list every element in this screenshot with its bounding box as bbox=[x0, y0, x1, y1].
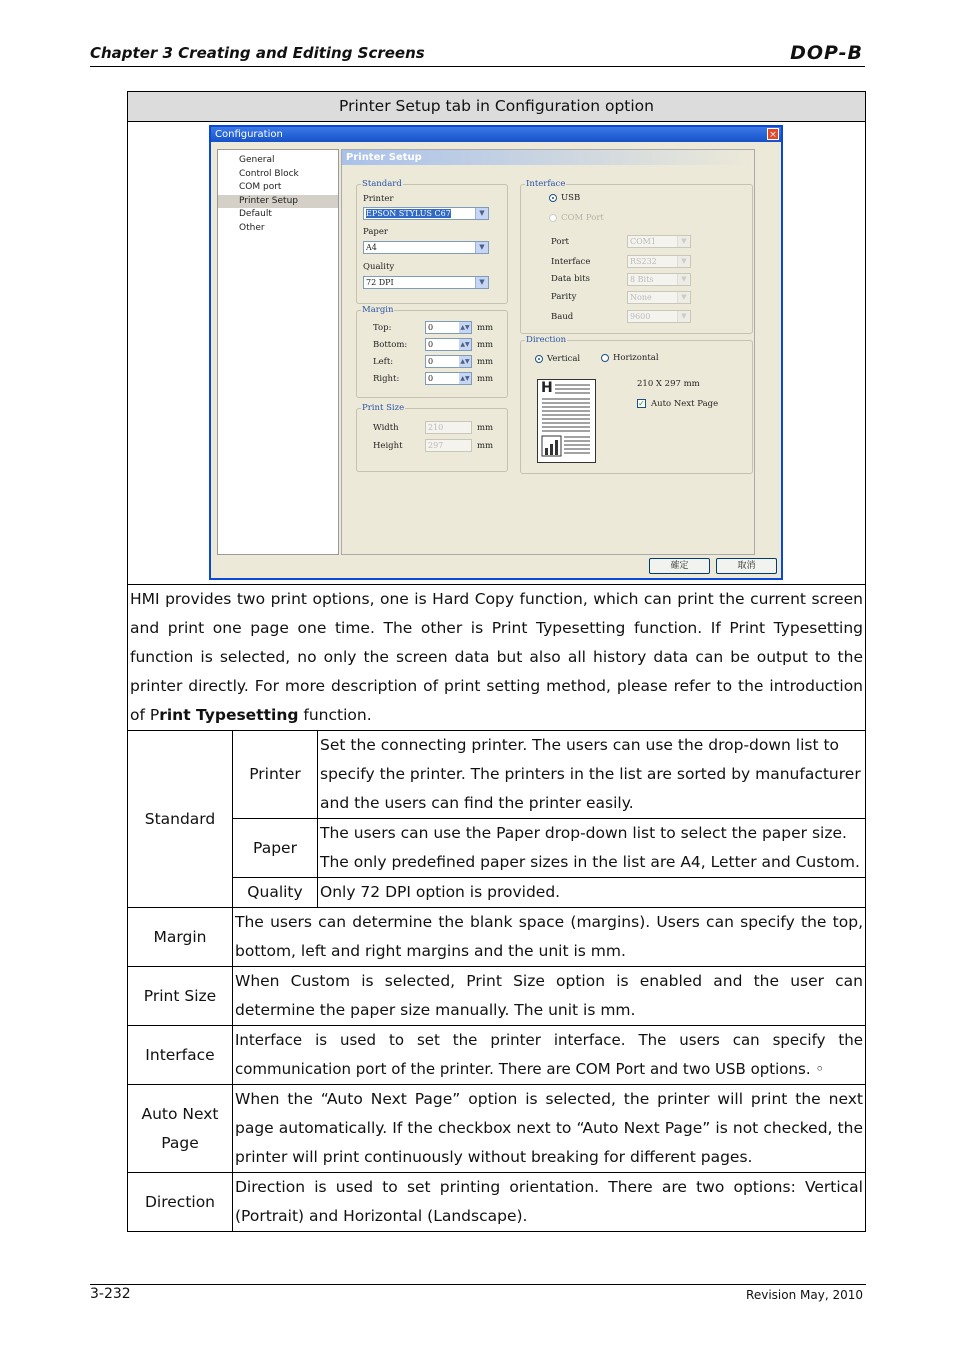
cancel-button[interactable]: 取消 bbox=[716, 558, 777, 574]
row-desc-print-size: When Custom is selected, Print Size option is enabled and the user can determine the paper size manually. The unit is mm. bbox=[233, 967, 866, 1026]
margin-bottom-label: Bottom: bbox=[373, 340, 408, 350]
row-label-paper: Paper bbox=[233, 819, 318, 878]
row-desc-printer: Set the connecting printer. The users can use the drop-down list to specify the printer. The printers in the list are sorted by manufacturer and the users can find the printer easily. bbox=[318, 731, 866, 819]
page-preview bbox=[537, 379, 596, 463]
row-desc-paper: The users can use the Paper drop-down list to select the paper size. The only predefined paper sizes in the list are A4, Letter and Custom. bbox=[318, 819, 866, 878]
table-caption: Printer Setup tab in Configuration option bbox=[128, 92, 866, 122]
row-label-standard: Standard bbox=[128, 731, 233, 908]
footer-divider bbox=[90, 1284, 866, 1285]
databits-select: 8 Bits ▼ bbox=[627, 273, 691, 286]
vertical-label: Vertical bbox=[547, 354, 581, 364]
page-preview-icon bbox=[538, 380, 595, 462]
interface-group-label: Interface bbox=[526, 179, 566, 189]
description-table bbox=[127, 91, 866, 1232]
margin-top-input[interactable]: 0 ▲▼ bbox=[425, 321, 472, 334]
ok-button[interactable]: 確定 bbox=[649, 558, 710, 574]
height-label: Height bbox=[373, 441, 403, 451]
printer-setup-panel bbox=[341, 149, 755, 555]
printer-select[interactable]: EPSON STYLUS C67 ▼ bbox=[363, 207, 489, 220]
brand-logo: DOP-B bbox=[790, 42, 863, 64]
preview-letter: H bbox=[541, 380, 553, 396]
baud-label: Baud bbox=[551, 312, 574, 322]
row-label-printer: Printer bbox=[233, 731, 318, 819]
spinner-icon[interactable]: ▲▼ bbox=[460, 375, 470, 382]
screenshot-cell bbox=[128, 122, 866, 585]
chevron-down-icon: ▼ bbox=[475, 277, 488, 288]
row-desc-direction: Direction is used to set printing orientation. There are two options: Vertical (Portrait) and Horizontal (Landscape). bbox=[233, 1173, 866, 1232]
margin-left-label: Left: bbox=[373, 357, 394, 367]
parity-select: None ▼ bbox=[627, 291, 691, 304]
chevron-down-icon: ▼ bbox=[677, 292, 690, 303]
margin-right-input[interactable]: 0 ▲▼ bbox=[425, 372, 472, 385]
nav-item-printer-setup[interactable]: Printer Setup bbox=[218, 195, 338, 209]
usb-radio[interactable] bbox=[549, 194, 557, 202]
interface-group bbox=[520, 179, 753, 334]
nav-item-other[interactable]: Other bbox=[239, 222, 265, 233]
row-label-interface: Interface bbox=[128, 1026, 233, 1085]
horizontal-radio[interactable] bbox=[601, 354, 609, 362]
chevron-down-icon: ▼ bbox=[677, 256, 690, 267]
size-unit: mm bbox=[477, 441, 494, 451]
row-desc-quality: Only 72 DPI option is provided. bbox=[318, 878, 866, 908]
vertical-radio[interactable] bbox=[535, 355, 543, 363]
margin-top-label: Top: bbox=[373, 323, 392, 333]
port-select: COM1 ▼ bbox=[627, 235, 691, 248]
spinner-icon[interactable]: ▲▼ bbox=[460, 358, 470, 365]
margin-unit: mm bbox=[477, 374, 494, 384]
usb-label: USB bbox=[561, 193, 581, 203]
row-label-auto-next-page: Auto Next Page bbox=[128, 1085, 233, 1173]
databits-label: Data bits bbox=[551, 274, 591, 284]
print-size-group-label: Print Size bbox=[362, 403, 405, 413]
paper-label: Paper bbox=[363, 227, 388, 237]
row-label-margin: Margin bbox=[128, 908, 233, 967]
row-label-print-size: Print Size bbox=[128, 967, 233, 1026]
height-input: 297 bbox=[425, 439, 472, 452]
spinner-icon[interactable]: ▲▼ bbox=[460, 341, 470, 348]
nav-item-general[interactable]: General bbox=[239, 155, 275, 165]
chapter-title: Chapter 3 Creating and Editing Screens bbox=[90, 44, 425, 62]
chevron-down-icon: ▼ bbox=[677, 311, 690, 322]
parity-label: Parity bbox=[551, 292, 577, 302]
size-unit: mm bbox=[477, 423, 494, 433]
print-size-group bbox=[356, 403, 508, 472]
margin-bottom-input[interactable]: 0 ▲▼ bbox=[425, 338, 472, 351]
com-port-label: COM Port bbox=[561, 213, 604, 223]
close-icon[interactable]: × bbox=[767, 128, 779, 140]
chevron-down-icon: ▼ bbox=[475, 242, 488, 253]
row-desc-interface: Interface is used to set the printer interface. The users can specify the communication port of the printer. There are COM Port and two USB options. ◦ bbox=[233, 1026, 866, 1085]
margin-unit: mm bbox=[477, 323, 494, 333]
margin-group bbox=[356, 305, 508, 398]
margin-unit: mm bbox=[477, 340, 494, 350]
auto-next-page-label: Auto Next Page bbox=[651, 399, 719, 409]
chevron-down-icon: ▼ bbox=[475, 208, 488, 219]
intro-paragraph: HMI provides two print options, one is Hard Copy function, which can print the current screen and print one page one time. The other is Print Typesetting function. If Print Typesetting function is selected, no only the screen data but also all history data can be output to the printer directly. For more description of print setting method, please refer to the introduction of Print Typesetting function. bbox=[128, 585, 866, 731]
spinner-icon[interactable]: ▲▼ bbox=[460, 324, 470, 331]
horizontal-label: Horizontal bbox=[613, 353, 659, 363]
paper-size-text: 210 X 297 mm bbox=[637, 379, 700, 389]
row-desc-auto-next-page: When the “Auto Next Page” option is selected, the printer will print the next page automatically. If the checkbox next to “Auto Next Page” is not checked, the printer will print continuously without breaking for different pages. bbox=[233, 1085, 866, 1173]
row-desc-margin: The users can determine the blank space (margins). Users can specify the top, bottom, left and right margins and the unit is mm. bbox=[233, 908, 866, 967]
row-label-direction: Direction bbox=[128, 1173, 233, 1232]
settings-nav-list bbox=[217, 149, 339, 555]
standard-group bbox=[356, 179, 508, 304]
printer-label: Printer bbox=[363, 194, 394, 204]
iface-select: RS232 ▼ bbox=[627, 255, 691, 268]
port-label: Port bbox=[551, 237, 569, 247]
direction-group bbox=[520, 335, 753, 474]
iface-label: Interface bbox=[551, 257, 591, 267]
nav-item-default[interactable]: Default bbox=[239, 209, 272, 219]
nav-item-com-port[interactable]: COM port bbox=[239, 182, 282, 192]
com-port-radio[interactable] bbox=[549, 214, 557, 222]
auto-next-page-checkbox[interactable]: ✓ bbox=[638, 399, 645, 408]
baud-select: 9600 ▼ bbox=[627, 310, 691, 323]
page-header bbox=[90, 44, 865, 67]
dialog-title: Configuration bbox=[215, 129, 283, 140]
chevron-down-icon: ▼ bbox=[677, 236, 690, 247]
nav-item-control-block[interactable]: Control Block bbox=[239, 168, 299, 179]
margin-left-input[interactable]: 0 ▲▼ bbox=[425, 355, 472, 368]
revision-text: Revision May, 2010 bbox=[746, 1288, 863, 1302]
standard-group-label: Standard bbox=[362, 179, 402, 189]
dialog-titlebar bbox=[211, 127, 781, 142]
margin-unit: mm bbox=[477, 357, 494, 367]
margin-right-label: Right: bbox=[373, 374, 400, 384]
print-typesetting-emphasis: rint Typesetting bbox=[159, 706, 299, 724]
page-number: 3-232 bbox=[90, 1286, 131, 1302]
paper-select[interactable]: A4 ▼ bbox=[363, 241, 489, 254]
width-input: 210 bbox=[425, 421, 472, 434]
width-label: Width bbox=[373, 423, 399, 433]
quality-label: Quality bbox=[363, 262, 395, 272]
panel-title: Printer Setup bbox=[342, 150, 754, 165]
configuration-dialog bbox=[209, 125, 783, 580]
chevron-down-icon: ▼ bbox=[677, 274, 690, 285]
row-label-quality: Quality bbox=[233, 878, 318, 908]
quality-select[interactable]: 72 DPI ▼ bbox=[363, 276, 489, 289]
margin-group-label: Margin bbox=[362, 305, 394, 315]
direction-group-label: Direction bbox=[526, 335, 567, 345]
